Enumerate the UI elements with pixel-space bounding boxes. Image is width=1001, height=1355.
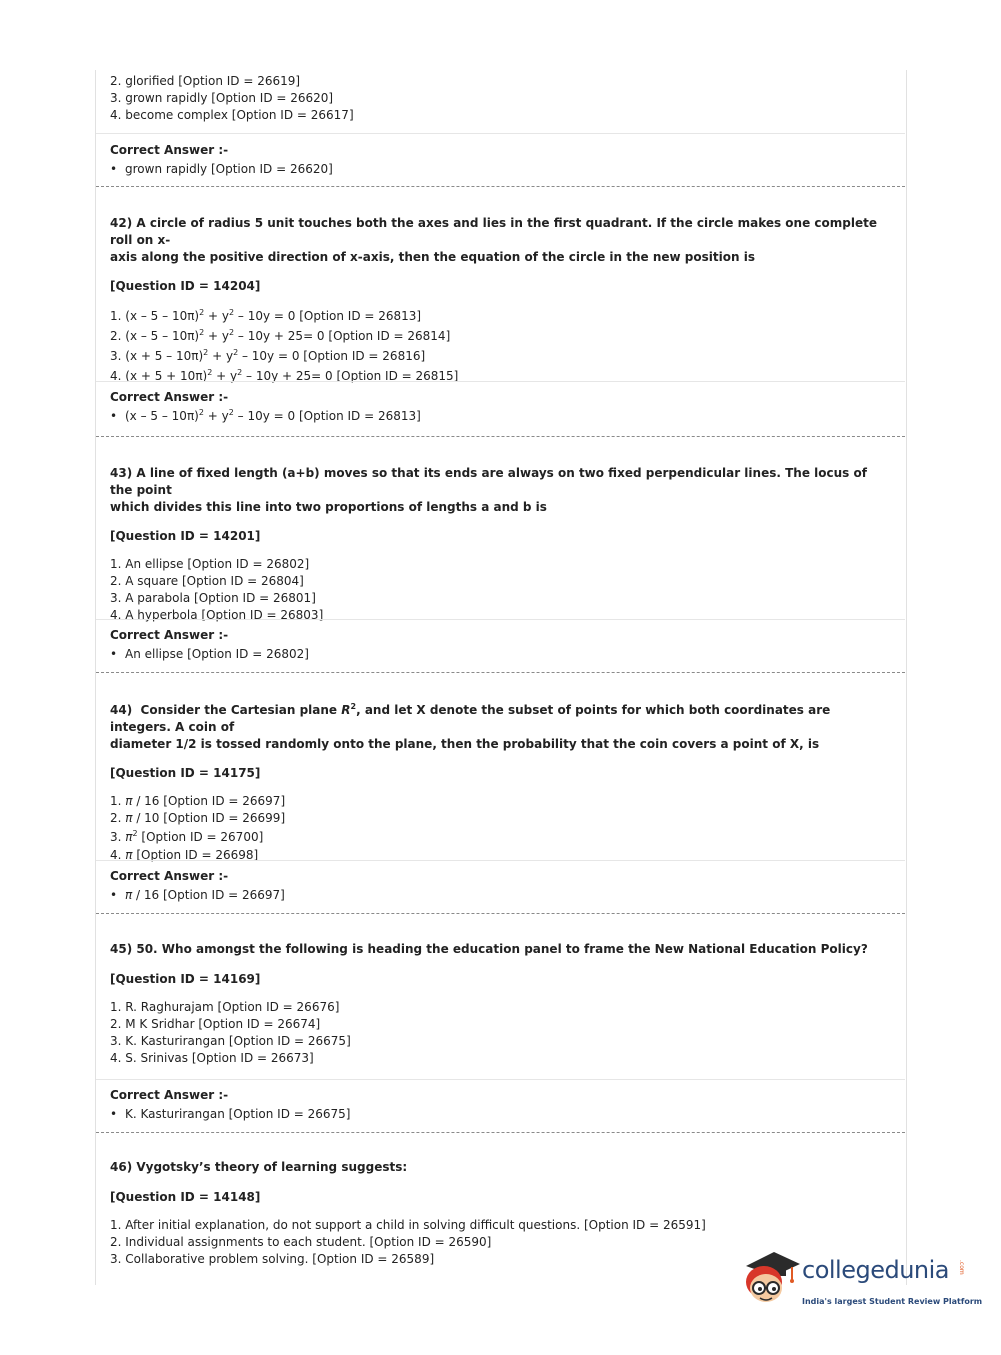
question-separator	[96, 913, 905, 914]
option: 3. K. Kasturirangan [Option ID = 26675]	[110, 1034, 351, 1048]
correct-answer: • K. Kasturirangan [Option ID = 26675]	[110, 1106, 890, 1123]
correct-answer: • π / 16 [Option ID = 26697]	[110, 887, 890, 904]
question-title: diameter 1/2 is tossed randomly onto the plane, then the probability that the coin covers a point of X, is	[110, 737, 820, 751]
option: 1. π / 16 [Option ID = 26697]	[110, 794, 286, 808]
correct-answer-label: Correct Answer :-	[110, 1088, 229, 1102]
option: 3. grown rapidly [Option ID = 26620]	[110, 91, 334, 105]
option: 1. An ellipse [Option ID = 26802]	[110, 557, 310, 571]
question-separator	[96, 672, 905, 673]
question-title: 44) Consider the Cartesian plane $R^2$, and let X denote the subset of points for which both coordinates are integers. A coin of	[110, 702, 831, 734]
option: 4. $(x + 5 + 10\pi)^2 + y^2 - 10y + 25= 0$ [Option ID = 26815]	[110, 368, 459, 383]
question-separator	[96, 186, 905, 187]
divider	[96, 619, 905, 620]
question-id: [Question ID = 14169]	[110, 972, 261, 986]
divider	[96, 860, 905, 861]
question-title: which divides this line into two proportions of lengths a and b is	[110, 500, 547, 514]
question-44	[110, 702, 890, 864]
option: 2. M K Sridhar [Option ID = 26674]	[110, 1017, 321, 1031]
option: 1. R. Raghurajam [Option ID = 26676]	[110, 1000, 340, 1014]
question-title: 45) 50. Who amongst the following is heading the education panel to frame the New National Education Policy?	[110, 942, 868, 956]
correct-answer: • An ellipse [Option ID = 26802]	[110, 646, 890, 663]
option: 3. $\pi^2$ [Option ID = 26700]	[110, 829, 264, 844]
correct-answer: • grown rapidly [Option ID = 26620]	[110, 161, 890, 178]
options-list	[110, 999, 890, 1067]
options-list	[110, 556, 890, 624]
correct-answer-42	[110, 389, 890, 425]
option: 4. A hyperbola [Option ID = 26803]	[110, 608, 324, 622]
logo-suffix: .com	[958, 1260, 965, 1275]
correct-answer-label: Correct Answer :-	[110, 869, 229, 883]
correct-answer-45	[110, 1087, 890, 1123]
question-separator	[96, 436, 905, 437]
mascot-icon	[740, 1246, 802, 1310]
question-separator	[96, 1132, 905, 1133]
prev-correct-answer	[110, 142, 890, 178]
correct-answer-44	[110, 868, 890, 904]
question-title: 43) A line of fixed length (a+b) moves so that its ends are always on two fixed perpendicular lines. The locus of the point	[110, 466, 867, 497]
question-id: [Question ID = 14175]	[110, 766, 261, 780]
options-list	[110, 793, 890, 864]
divider	[96, 1079, 905, 1080]
option: 1. After initial explanation, do not support a child in solving difficult questions. [Option ID = 26591]	[110, 1218, 706, 1232]
option: 2. Individual assignments to each student. [Option ID = 26590]	[110, 1235, 492, 1249]
option: 1. $(x - 5 - 10\pi)^2 + y^2 - 10y = 0$ [Option ID = 26813]	[110, 308, 422, 323]
option: 4. S. Srinivas [Option ID = 26673]	[110, 1051, 314, 1065]
question-45	[110, 941, 890, 1067]
correct-answer-label: Correct Answer :-	[110, 628, 229, 642]
correct-answer: • $(x - 5 - 10\pi)^2 + y^2 - 10y = 0$ [Option ID = 26813]	[110, 408, 890, 425]
option: 4. π [Option ID = 26698]	[110, 848, 259, 862]
option: 3. $(x + 5 - 10\pi)^2 + y^2 - 10y = 0$ [Option ID = 26816]	[110, 348, 426, 363]
question-43	[110, 465, 890, 624]
correct-answer-label: Correct Answer :-	[110, 390, 229, 404]
question-42	[110, 215, 890, 386]
option: 3. A parabola [Option ID = 26801]	[110, 591, 316, 605]
collegedunia-logo	[740, 1246, 983, 1316]
logo-tagline: India's largest Student Review Platform	[802, 1297, 983, 1306]
question-id: [Question ID = 14148]	[110, 1190, 261, 1204]
options-list	[110, 306, 890, 386]
option: 2. glorified [Option ID = 26619]	[110, 74, 301, 88]
divider	[96, 381, 905, 382]
option: 2. π / 10 [Option ID = 26699]	[110, 811, 286, 825]
question-title: 42) A circle of radius 5 unit touches both the axes and lies in the first quadrant. If the circle makes one complete roll on x-	[110, 216, 877, 247]
option: 3. Collaborative problem solving. [Option ID = 26589]	[110, 1252, 435, 1266]
question-title: axis along the positive direction of x-axis, then the equation of the circle in the new position is	[110, 250, 755, 264]
divider	[96, 133, 905, 134]
correct-answer-43	[110, 627, 890, 663]
correct-answer-label: Correct Answer :-	[110, 143, 229, 157]
question-id: [Question ID = 14204]	[110, 279, 261, 293]
question-title: 46) Vygotsky’s theory of learning suggests:	[110, 1160, 408, 1174]
option: 2. A square [Option ID = 26804]	[110, 574, 304, 588]
option: 4. become complex [Option ID = 26617]	[110, 108, 354, 122]
logo-name: collegedunia	[802, 1256, 950, 1284]
prev-question-options	[110, 73, 890, 124]
option: 2. $(x - 5 - 10\pi)^2 + y^2 - 10y + 25= 0$ [Option ID = 26814]	[110, 328, 451, 343]
question-id: [Question ID = 14201]	[110, 529, 261, 543]
